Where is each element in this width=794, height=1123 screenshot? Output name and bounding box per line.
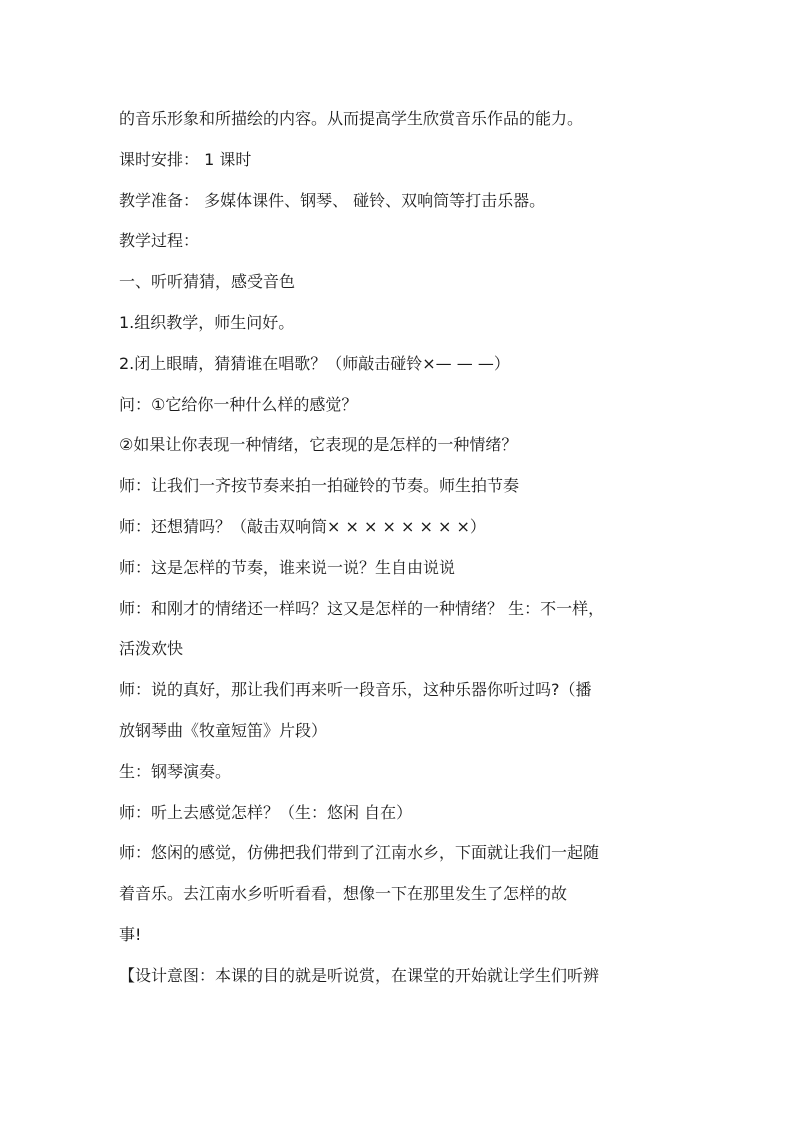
- text-line: 教学准备： 多媒体课件、钢琴、 碰铃、双响筒等打击乐器。: [119, 190, 546, 210]
- text-line: 师：悠闲的感觉，仿佛把我们带到了江南水乡，下面就让我们一起随: [119, 843, 600, 863]
- text-line: 生：钢琴演奏。: [119, 761, 232, 781]
- text-line: 教学过程：: [119, 231, 200, 251]
- section-heading: 一、听听猜猜，感受音色: [119, 272, 296, 292]
- document-body: [119, 99, 679, 997]
- text-line: 事!: [119, 924, 142, 944]
- text-line: 着音乐。去江南水乡听听看看，想像一下在那里发生了怎样的故: [119, 884, 568, 904]
- text-line: 放钢琴曲《牧童短笛》片段）: [119, 720, 328, 740]
- text-line: 1.组织教学，师生问好。: [119, 312, 295, 332]
- text-line: 的音乐形象和所描绘的内容。从而提高学生欣赏音乐作品的能力。: [119, 109, 584, 128]
- text-line: 师：还想猜吗？（敲击双响筒× × × × × × × ×）: [119, 516, 486, 536]
- text-line: 问：①它给你一种什么样的感觉？: [119, 394, 358, 414]
- text-line: ②如果让你表现一种情绪，它表现的是怎样的一种情绪？: [119, 435, 518, 455]
- text-line: 师：和刚才的情绪还一样吗？这又是怎样的一种情绪？ 生：不一样，: [119, 598, 605, 618]
- text-line: 师：说的真好，那让我们再来听一段音乐，这种乐器你听过吗?（播: [119, 680, 592, 700]
- text-line: 师：这是怎样的节奏，谁来说一说？生自由说说: [119, 557, 456, 577]
- text-line: 课时安排： 1 课时: [119, 149, 252, 169]
- text-line: 2.闭上眼睛，猜猜谁在唱歌？（师敲击碰铃×— — —）: [119, 353, 510, 373]
- text-line: 师：听上去感觉怎样？（生：悠闲 自在）: [119, 802, 413, 822]
- text-line: 活泼欢快: [119, 639, 184, 659]
- text-line: 师：让我们一齐按节奏来拍一拍碰铃的节奏。师生拍节奏: [119, 476, 520, 496]
- text-line: 【设计意图：本课的目的就是听说赏，在课堂的开始就让学生们听辨: [119, 965, 600, 985]
